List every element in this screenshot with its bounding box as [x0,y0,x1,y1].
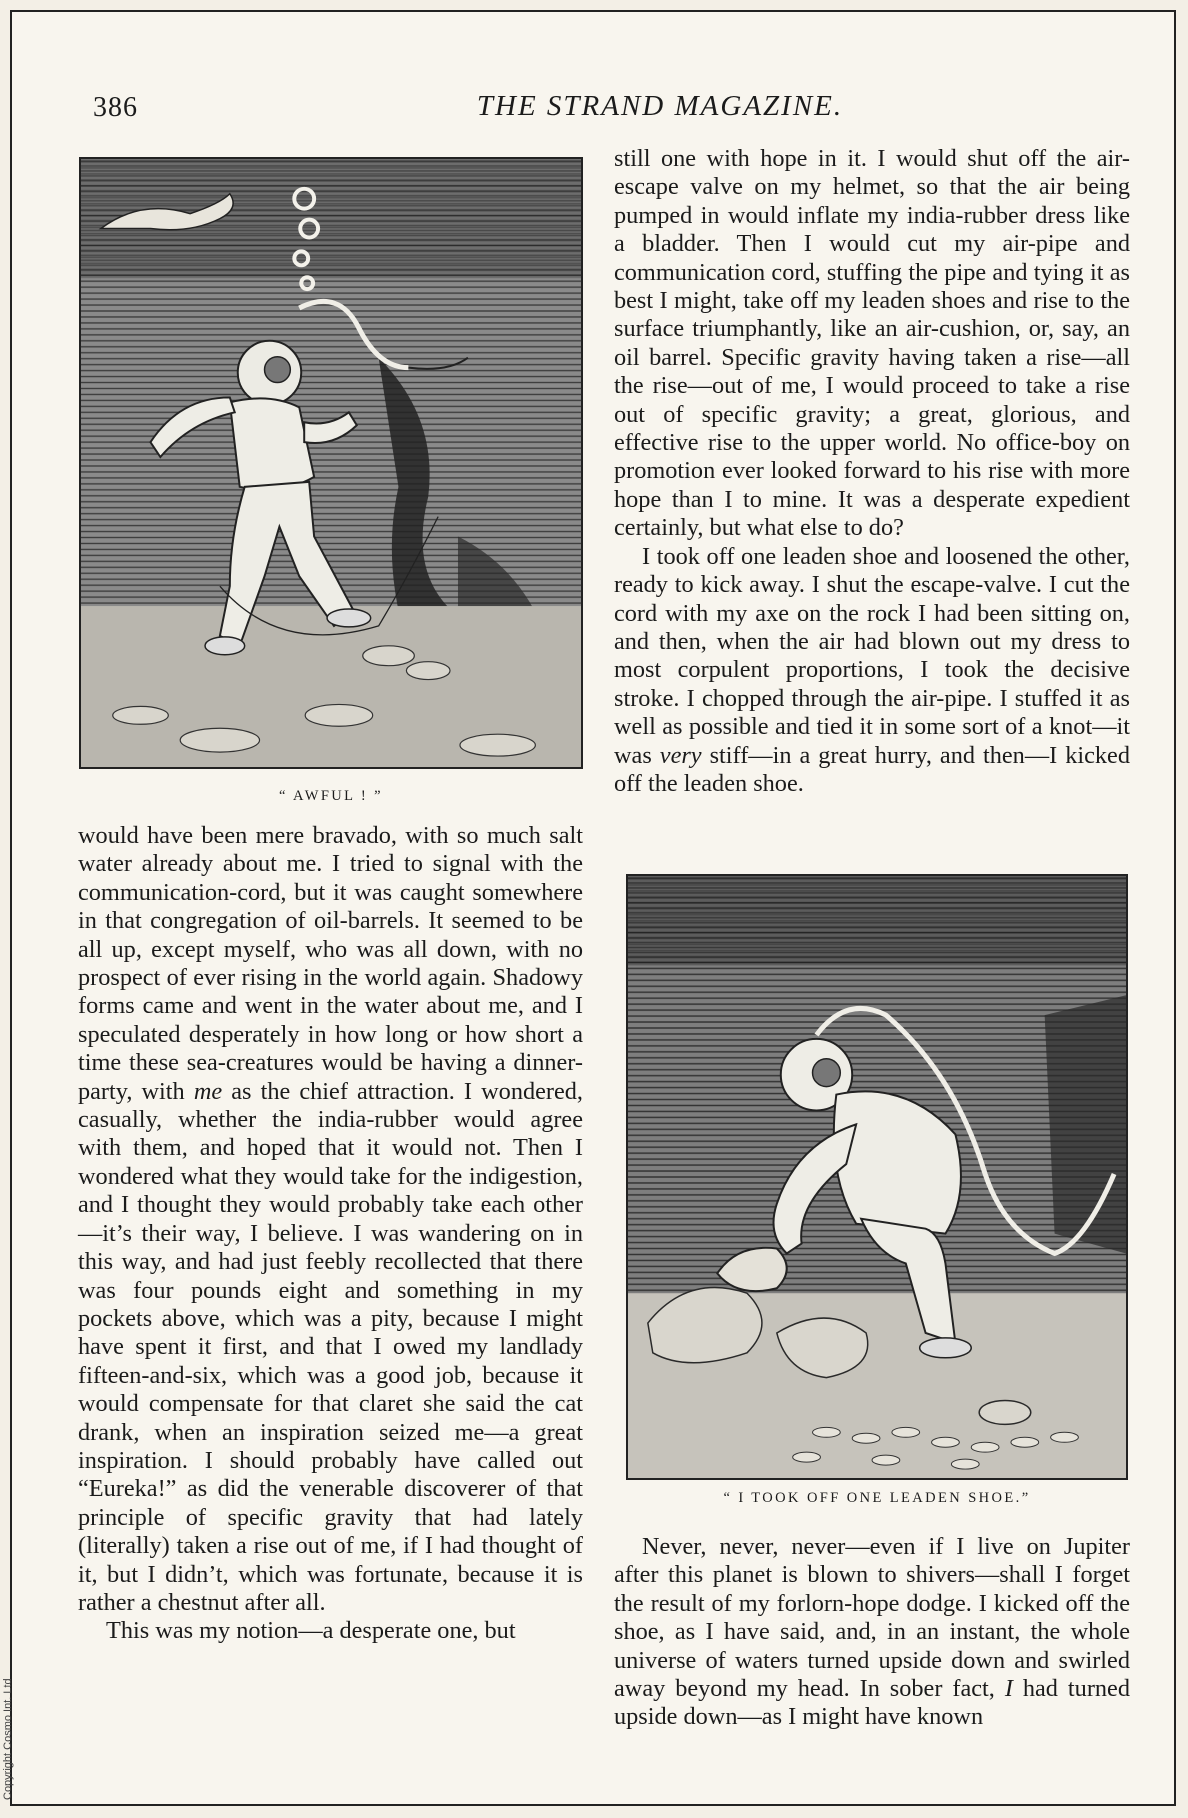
right-column-top [614,145,1130,798]
paragraph: This was my notion—a desperate one, but [106,1617,516,1645]
paragraph: I took off one leaden shoe and loosened the other, ready to kick away. I shut the escape-valve. I cut the cord with my axe on the rock I had been sitting on, and then, when the air had blown out my dress to most corpulent proportions, I took the decisive stroke. I chopped through the air-pipe. I stuffed it as well as possible and tied it in some sort of a knot—it was very stiff—in a great hurry, and then—I kicked off the leaden shoe. [614,542,1130,797]
running-head: THE STRAND MAGAZINE. [476,90,844,122]
paragraph: Never, never, never—even if I live on Jupiter after this planet is blown to shivers—shall I forget the result of my forlorn-hope dodge. I kicked off the shoe, as I have said, and, in an instant, the whole universe of waters turned upside down and swirled away beyond my head. In sober fact, I had turned upside down—as I might have known [614,1533,1130,1731]
illustration-awful [79,157,583,769]
illustration-leaden-shoe [626,874,1128,1480]
left-column [78,822,583,1646]
right-column-bottom [614,1533,1130,1732]
paragraph: would have been mere bravado, with so much salt water already about me. I tried to signal with the communication-cord, but it was caught somewhere in that congregation of oil-barrels. It seemed to be all up, except myself, who was all down, with no prospect of ever rising in the world again. Shadowy forms came and went in the water about me, and I speculated desperately in how long or how short a time these sea-creatures would be having a dinner-party, with me as the chief attraction. I wondered, casually, whether the india-rubber would agree with them, and hoped that it would not. Then I wondered what they would take for the indigestion, and I thought they would probably take each other—it’s their way, I believe. I was wandering on in this way, and had just feebly recollected that there was four pounds eight and something in my pockets above, which was a pity, because I might have spent it first, and that I owed my landlady fifteen-and-six, which was a good job, because it would compensate for that claret she said the cat drank, when an inspiration seized me—a great inspiration. I should probably have called out “Eureka!” as did the venerable discoverer of that principle of specific gravity that had lately (literally) taken a rise out of me, if I had thought of it, but I didn’t, which was fortunate, because it is rather a chestnut after all. [78,822,583,1616]
copyright-notice: Copyright Cosmo Int. Ltd [2,1678,14,1800]
illustration-caption: “ I TOOK OFF ONE LEADEN SHOE.” [723,1490,1031,1506]
paragraph: still one with hope in it. I would shut off the air-escape valve on my helmet, so that the air being pumped in would inflate my india-rubber dress like a bladder. Then I would cut my air-pipe and communication cord, stuffing the pipe and tying it as best I might, take off my leaden shoes and rise to the surface triumphantly, like an air-cushion, or, say, an oil barrel. Specific gravity having taken a rise—all the rise—out of me, I would proceed to take a rise out of specific gravity; a great, glorious, and effective rise to the upper world. No office-boy on promotion ever looked forward to his rise with more hope than I to mine. It was a desperate expedient certainly, but what else to do? [614,145,1130,542]
page-number: 386 [93,92,138,123]
illustration-caption: “ AWFUL ! ” [278,788,384,804]
